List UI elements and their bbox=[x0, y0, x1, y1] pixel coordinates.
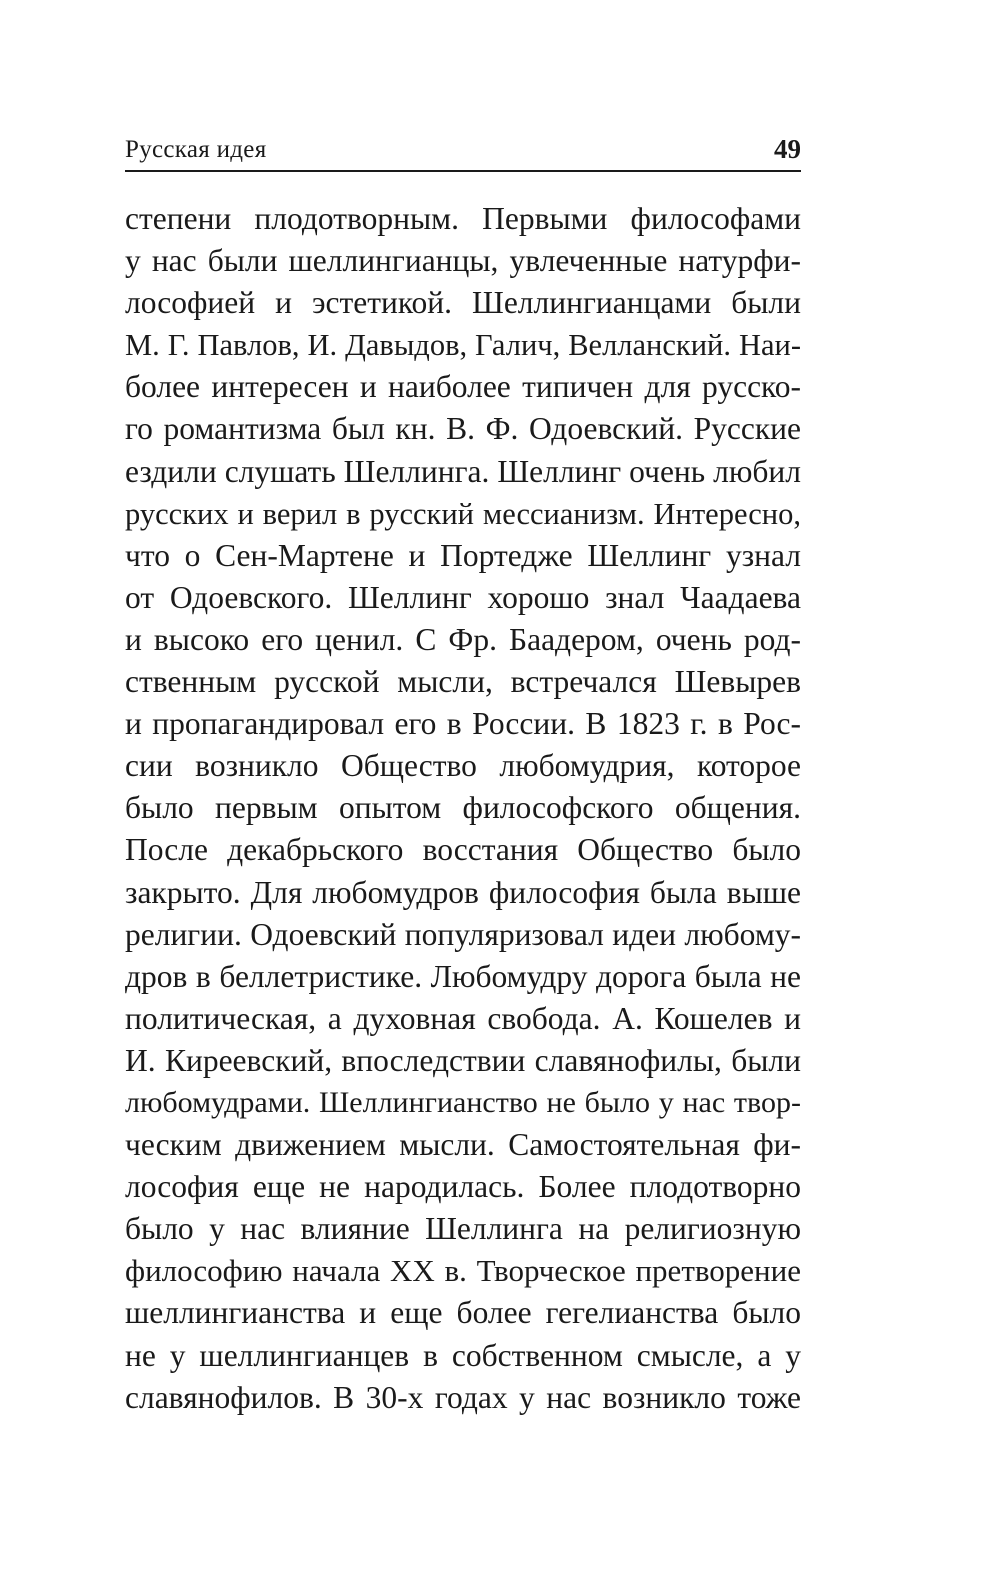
text-line: степени плодотворным. Первыми философами bbox=[125, 201, 801, 236]
body-text bbox=[125, 198, 801, 1419]
text-line: шеллингианства и еще более гегелианства было bbox=[125, 1295, 801, 1331]
text-line: дров в беллетристике. Любомудру дорога была не bbox=[125, 958, 801, 994]
text-line: лософия еще не народилась. Более плодотворно bbox=[125, 1169, 801, 1205]
text-line: что о Сен-Мартене и Портедже Шеллинг узнал bbox=[125, 537, 801, 573]
text-line: М. Г. Павлов, И. Давыдов, Галич, Велланский. Наи- bbox=[125, 328, 801, 363]
text-line: го романтизма был кн. В. Ф. Одоевский. Русские bbox=[125, 411, 801, 447]
text-line: лософией и эстетикой. Шеллингианцами были bbox=[125, 285, 801, 321]
text-line: закрыто. Для любомудров философия была выше bbox=[125, 874, 801, 910]
text-line: от Одоевского. Шеллинг хорошо знал Чаадаева bbox=[125, 579, 801, 615]
running-header bbox=[125, 134, 801, 172]
text-line: религии. Одоевский популяризовал идеи любому- bbox=[125, 916, 801, 952]
text-line: ческим движением мысли. Самостоятельная фи- bbox=[125, 1127, 801, 1163]
text-line: После декабрьского восстания Общество было bbox=[125, 832, 801, 868]
text-line: более интересен и наиболее типичен для русско- bbox=[125, 369, 801, 405]
text-line: любомудрами. Шеллингианство не было у нас твор- bbox=[125, 1085, 801, 1119]
text-line: И. Киреевский, впоследствии славянофилы, были bbox=[125, 1042, 801, 1078]
text-line: у нас были шеллингианцы, увлеченные натурфи- bbox=[125, 243, 801, 279]
text-line: русских и верил в русский мессианизм. Интересно, bbox=[125, 496, 801, 531]
text-line: политическая, а духовная свобода. А. Кошелев и bbox=[125, 1000, 801, 1036]
text-line: было первым опытом философского общения. bbox=[125, 790, 801, 826]
text-line: ственным русской мысли, встречался Шевырев bbox=[125, 664, 801, 700]
text-line: ездили слушать Шеллинга. Шеллинг очень любил bbox=[125, 453, 801, 489]
text-line: сии возникло Общество любомудрия, которое bbox=[125, 748, 801, 784]
text-line: философию начала XX в. Творческое претворение bbox=[125, 1253, 801, 1289]
page-number: 49 bbox=[774, 134, 801, 164]
running-title: Русская идея bbox=[125, 136, 267, 163]
text-line: было у нас влияние Шеллинга на религиозную bbox=[125, 1211, 801, 1247]
text-line: и высоко его ценил. С Фр. Баадером, очень род- bbox=[125, 621, 801, 657]
text-line: не у шеллингианцев в собственном смысле, а у bbox=[125, 1337, 801, 1373]
text-line: славянофилов. В 30-х годах у нас возникло тоже bbox=[125, 1379, 801, 1415]
text-line: и пропагандировал его в России. В 1823 г. в Рос- bbox=[125, 706, 801, 742]
